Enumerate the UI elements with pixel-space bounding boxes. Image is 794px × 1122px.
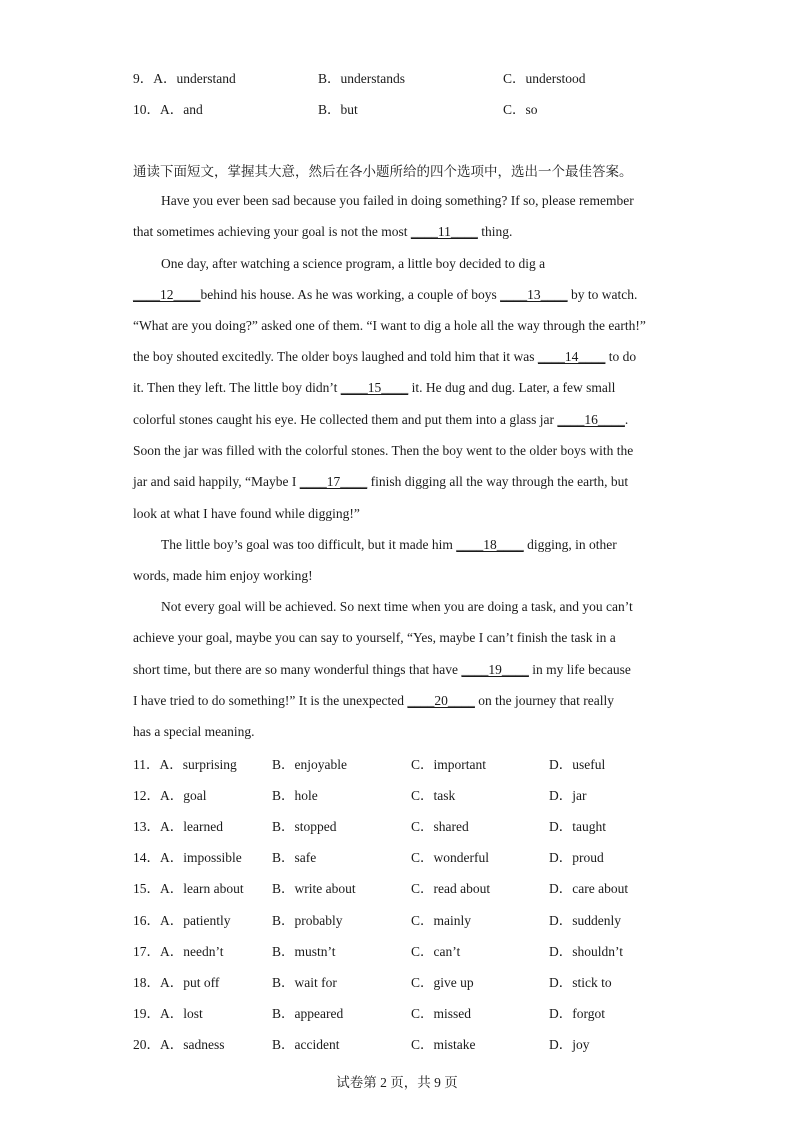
page-footer: 试卷第 2 页，共 9 页 bbox=[336, 1075, 458, 1090]
option-b: B．accident bbox=[272, 1037, 340, 1052]
option-a: 16．A．patiently bbox=[133, 913, 231, 928]
blank-15: ____15____ bbox=[340, 380, 409, 395]
option-b: B．appeared bbox=[272, 1006, 344, 1021]
option-b: B．write about bbox=[272, 881, 356, 896]
option-c: C．give up bbox=[411, 975, 474, 990]
option-a: 19．A．lost bbox=[133, 1006, 203, 1021]
option-c: C．understood bbox=[503, 71, 586, 86]
option-c: C．shared bbox=[411, 819, 469, 834]
passage-text: finish digging all the way through the earth, but bbox=[367, 474, 629, 489]
option-c: C．missed bbox=[411, 1006, 472, 1021]
passage-line: “What are you doing?” asked one of them. “I want to dig a hole all the way through the earth!” bbox=[133, 318, 646, 333]
option-b: B．safe bbox=[272, 850, 317, 865]
passage-text: The little boy’s goal was too difficult, but it made him bbox=[161, 537, 457, 552]
option-b: B．mustn’t bbox=[272, 944, 336, 959]
option-c: C．wonderful bbox=[411, 850, 489, 865]
option-a: 14．A．impossible bbox=[133, 850, 242, 865]
passage-text: behind his house. As he was working, a couple of boys bbox=[200, 287, 501, 302]
option-d: D．proud bbox=[549, 850, 604, 865]
option-d: D．taught bbox=[549, 819, 606, 834]
passage-text: in my life because bbox=[528, 662, 631, 677]
option-a: 10．A．and bbox=[133, 102, 203, 117]
option-a: 18．A．put off bbox=[133, 975, 220, 990]
option-b: B．hole bbox=[272, 788, 318, 803]
passage-line: One day, after watching a science program, a little boy decided to dig a bbox=[161, 256, 546, 271]
passage-line bbox=[133, 410, 628, 430]
option-c: C．task bbox=[411, 788, 456, 803]
blank-13: ____13____ bbox=[500, 287, 568, 302]
option-c: C．can’t bbox=[411, 944, 461, 959]
passage-text: . bbox=[624, 412, 629, 427]
option-c: C．read about bbox=[411, 881, 491, 896]
option-b: B．understands bbox=[318, 71, 405, 86]
passage-text: that sometimes achieving your goal is not the most bbox=[133, 224, 411, 239]
passage-line bbox=[133, 691, 614, 711]
passage-text: it. He dug and dug. Later, a few small bbox=[408, 380, 616, 395]
option-c: C．mainly bbox=[411, 913, 471, 928]
option-a: 17．A．needn’t bbox=[133, 944, 224, 959]
option-c: C．important bbox=[411, 757, 486, 772]
passage-text: digging, in other bbox=[523, 537, 617, 552]
passage-line bbox=[133, 222, 512, 242]
passage-text: by to watch. bbox=[567, 287, 638, 302]
option-a: 12．A．goal bbox=[133, 788, 207, 803]
passage-line: achieve your goal, maybe you can say to yourself, “Yes, maybe I can’t finish the task in a bbox=[133, 630, 616, 645]
blank-20: ____20____ bbox=[407, 693, 475, 708]
passage-line bbox=[133, 472, 628, 492]
blank-12: ____12____ bbox=[133, 287, 201, 302]
passage-line bbox=[133, 285, 637, 305]
passage-text: the boy shouted excitedly. The older boys laughed and told him that it was bbox=[133, 349, 538, 364]
passage-line: has a special meaning. bbox=[133, 724, 255, 739]
blank-19: ____19____ bbox=[461, 662, 529, 677]
passage-line: Have you ever been sad because you failed in doing something? If so, please remember bbox=[161, 193, 634, 208]
passage-text: jar and said happily, “Maybe I bbox=[133, 474, 300, 489]
option-b: B．stopped bbox=[272, 819, 337, 834]
passage-line: Not every goal will be achieved. So next time when you are doing a task, and you can’t bbox=[161, 599, 633, 614]
blank-17: ____17____ bbox=[299, 474, 368, 489]
option-b: B．enjoyable bbox=[272, 757, 347, 772]
option-d: D．forgot bbox=[549, 1006, 605, 1021]
option-d: D．useful bbox=[549, 757, 606, 772]
option-a: 9．A．understand bbox=[133, 71, 236, 86]
option-c: C．so bbox=[503, 102, 538, 117]
option-a: 11．A．surprising bbox=[133, 757, 237, 772]
passage-text: on the journey that really bbox=[474, 693, 615, 708]
passage-line: Soon the jar was filled with the colorful stones. Then the boy went to the older boys with the bbox=[133, 443, 634, 458]
blank-16: ____16____ bbox=[557, 412, 625, 427]
passage-text: short time, but there are so many wonderful things that have bbox=[133, 662, 462, 677]
option-d: D．joy bbox=[549, 1037, 590, 1052]
passage-line bbox=[133, 378, 615, 398]
option-a: 15．A．learn about bbox=[133, 881, 244, 896]
passage-line bbox=[133, 660, 631, 680]
passage-line bbox=[161, 535, 617, 555]
option-b: B．wait for bbox=[272, 975, 337, 990]
option-d: D．jar bbox=[549, 788, 587, 803]
passage-text: it. Then they left. The little boy didn’t bbox=[133, 380, 341, 395]
passage-text: colorful stones caught his eye. He collected them and put them into a glass jar bbox=[133, 412, 558, 427]
passage-text: to do bbox=[605, 349, 637, 364]
option-a: 20．A．sadness bbox=[133, 1037, 225, 1052]
option-d: D．stick to bbox=[549, 975, 612, 990]
section-instruction: 通读下面短文，掌握其大意，然后在各小题所给的四个选项中，选出一个最佳答案。 bbox=[133, 164, 633, 179]
option-c: C．mistake bbox=[411, 1037, 476, 1052]
blank-14: ____14____ bbox=[537, 349, 606, 364]
passage-line: look at what I have found while digging!” bbox=[133, 506, 360, 521]
option-a: 13．A．learned bbox=[133, 819, 223, 834]
option-b: B．but bbox=[318, 102, 358, 117]
option-b: B．probably bbox=[272, 913, 343, 928]
blank-11: ____11____ bbox=[410, 224, 478, 239]
blank-18: ____18____ bbox=[456, 537, 524, 552]
option-d: D．care about bbox=[549, 881, 629, 896]
passage-line bbox=[133, 347, 636, 367]
passage-text: thing. bbox=[477, 224, 513, 239]
option-d: D．suddenly bbox=[549, 913, 621, 928]
passage-line: words, made him enjoy working! bbox=[133, 568, 313, 583]
passage-text: I have tried to do something!” It is the unexpected bbox=[133, 693, 408, 708]
option-d: D．shouldn’t bbox=[549, 944, 624, 959]
